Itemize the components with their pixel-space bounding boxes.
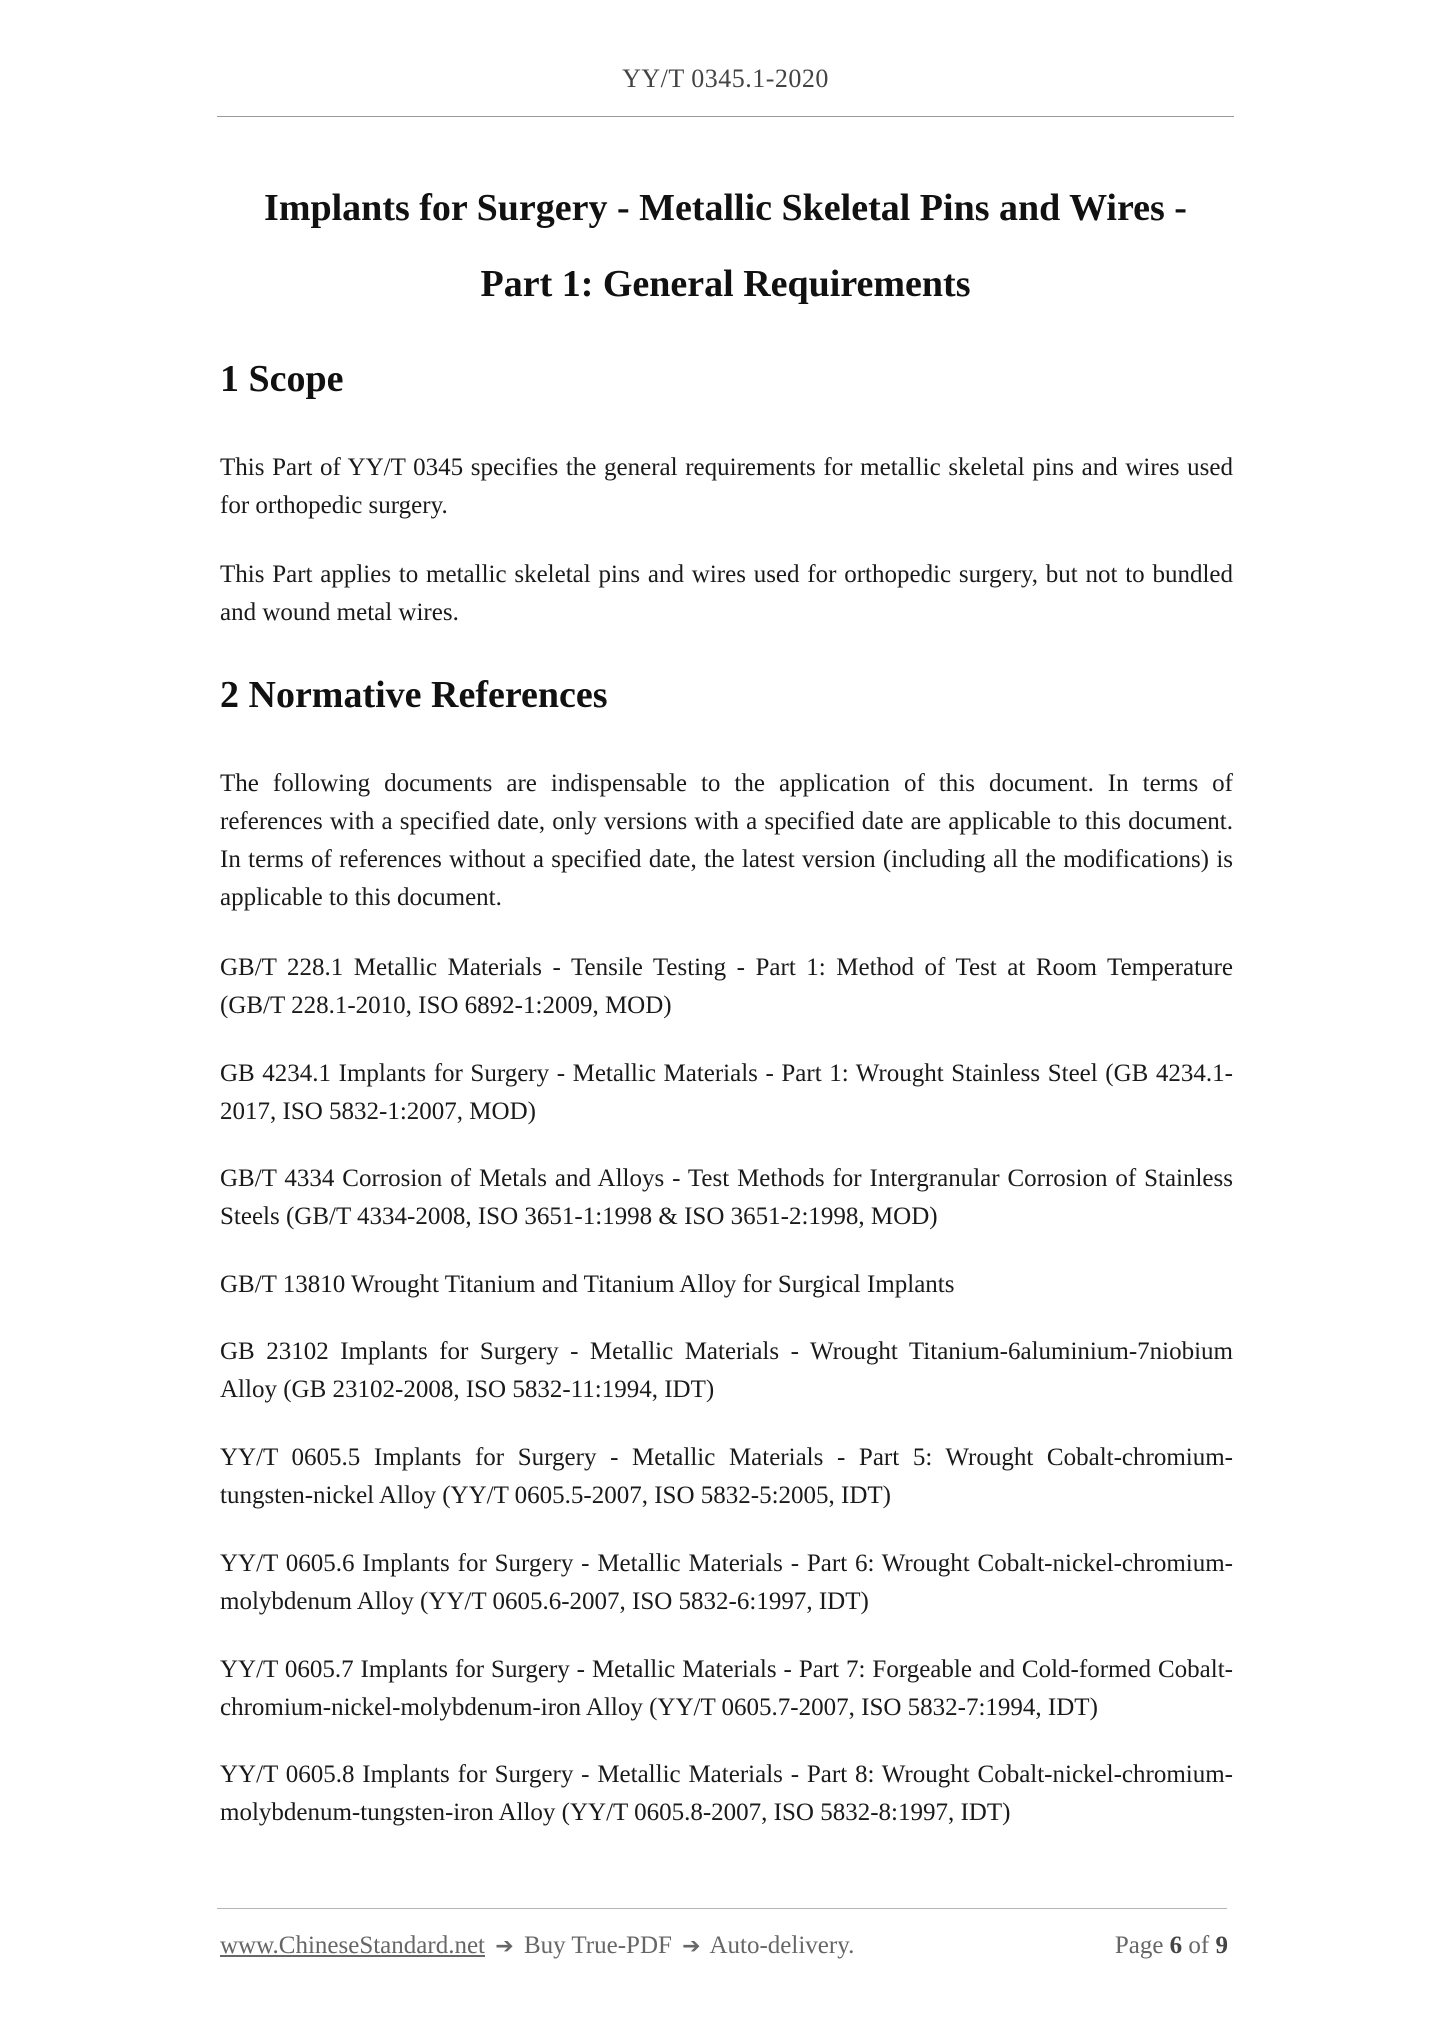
reference-yyt-0605-5: YY/T 0605.5 Implants for Surgery - Metallic Materials - Part 5: Wrought Cobalt-chromium-tungsten-nickel Alloy (YY/T 0605.5-2007, ISO 5832-5:2005, IDT) <box>220 1444 1233 1509</box>
buy-true-pdf-text: Buy True-PDF <box>523 1932 672 1959</box>
reference-gbt-4334: GB/T 4334 Corrosion of Metals and Alloys - Test Methods for Intergranular Corrosion of Stainless Steels (GB/T 4334-2008, ISO 3651-1:1998 & ISO 3651-2:1998, MOD) <box>220 1165 1233 1230</box>
auto-delivery-text: Auto-delivery. <box>709 1932 855 1959</box>
reference-yyt-0605-7: YY/T 0605.7 Implants for Surgery - Metallic Materials - Part 7: Forgeable and Cold-formed Cobalt-chromium-nickel-molybdenum-iron Alloy (YY/T 0605.7-2007, ISO 5832-7:1994, IDT) <box>220 1656 1233 1721</box>
total-pages-number: 9 <box>1215 1932 1228 1959</box>
section-heading-normative-references: 2 Normative References <box>220 674 608 716</box>
reference-gb-4234-1: GB 4234.1 Implants for Surgery - Metallic Materials - Part 1: Wrought Stainless Steel (GB 4234.1-2017, ISO 5832-1:2007, MOD) <box>220 1060 1233 1125</box>
scope-paragraph-2: This Part applies to metallic skeletal pins and wires used for orthopedic surgery, but not to bundled and wound metal wires. <box>220 561 1233 626</box>
right-arrow-icon: ➔ <box>495 1934 514 1959</box>
header-divider <box>217 116 1234 117</box>
footer-divider <box>217 1908 1227 1909</box>
reference-yyt-0605-8: YY/T 0605.8 Implants for Surgery - Metallic Materials - Part 8: Wrought Cobalt-nickel-chromium-molybdenum-tungsten-iron Alloy (YY/T 0605.8-2007, ISO 5832-8:1997, IDT) <box>220 1761 1233 1826</box>
reference-gb-23102: GB 23102 Implants for Surgery - Metallic Materials - Wrought Titanium-6aluminium-7niobium Alloy (GB 23102-2008, ISO 5832-11:1994, IDT) <box>220 1338 1233 1403</box>
footer-promo <box>220 1932 854 1960</box>
page-number <box>1115 1932 1228 1960</box>
normative-intro-paragraph: The following documents are indispensable to the application of this document. In terms of references with a specified date, only versions with a specified date are applicable to this document. In terms of references without a specified date, the latest version (including all the modifications) is applicable to this document. <box>220 770 1233 911</box>
site-link[interactable]: www.ChineseStandard.net <box>220 1932 485 1959</box>
section-heading-scope: 1 Scope <box>220 358 344 400</box>
scope-paragraph-1: This Part of YY/T 0345 specifies the general requirements for metallic skeletal pins and wires used for orthopedic surgery. <box>220 454 1233 519</box>
document-title <box>217 170 1234 322</box>
document-title-line-2: Part 1: General Requirements <box>480 263 971 305</box>
reference-gbt-228-1: GB/T 228.1 Metallic Materials - Tensile Testing - Part 1: Method of Test at Room Temperature (GB/T 228.1-2010, ISO 6892-1:2009, MOD) <box>220 954 1233 1019</box>
document-title-line-1: Implants for Surgery - Metallic Skeletal Pins and Wires - <box>264 187 1187 229</box>
reference-yyt-0605-6: YY/T 0605.6 Implants for Surgery - Metallic Materials - Part 6: Wrought Cobalt-nickel-chromium-molybdenum Alloy (YY/T 0605.6-2007, ISO 5832-6:1997, IDT) <box>220 1550 1233 1615</box>
of-label: of <box>1188 1932 1210 1959</box>
right-arrow-icon: ➔ <box>682 1934 701 1959</box>
current-page-number: 6 <box>1169 1932 1183 1959</box>
page-label: Page <box>1114 1932 1164 1959</box>
running-header-standard-code: YY/T 0345.1-2020 <box>622 64 829 93</box>
reference-gbt-13810: GB/T 13810 Wrought Titanium and Titanium Alloy for Surgical Implants <box>220 1271 955 1298</box>
